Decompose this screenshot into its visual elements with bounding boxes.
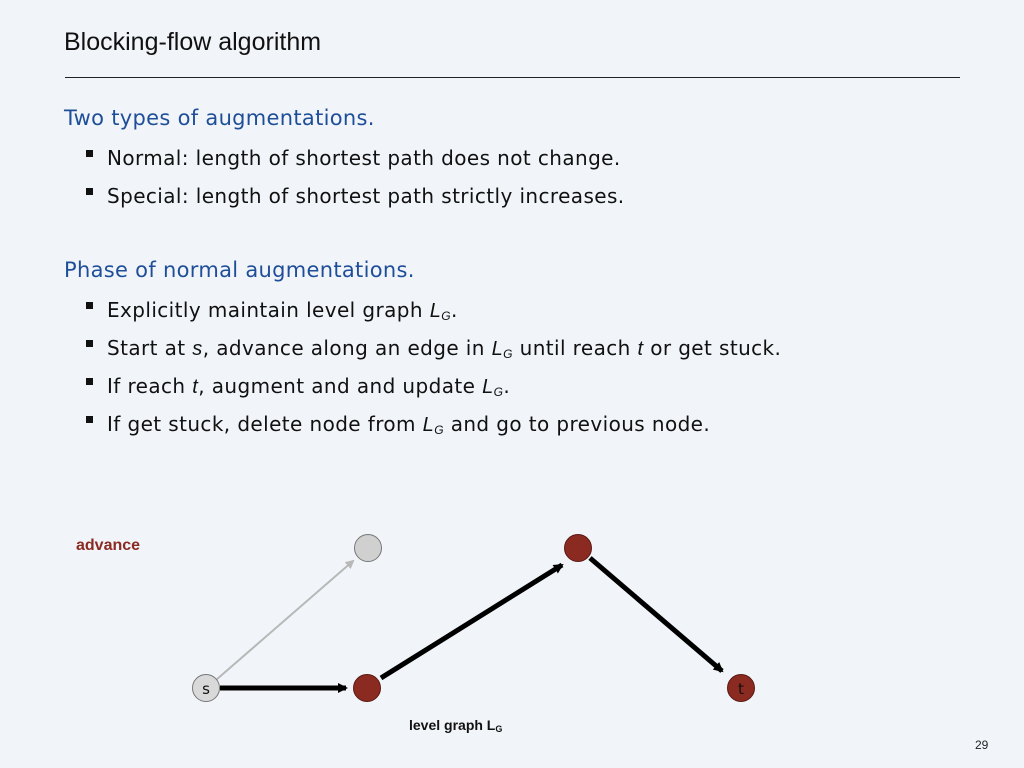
bullet-text: Normal: length of shortest path does not change. [107, 146, 621, 170]
level-graph-symbol: L [422, 414, 435, 436]
source-symbol: s [192, 338, 203, 360]
level-graph-symbol: L [491, 338, 504, 360]
node-dead [355, 535, 382, 562]
edge-v1-to-v2 [381, 565, 562, 678]
bullet-text: Start at [107, 336, 193, 360]
advance-label: advance [76, 537, 141, 554]
bullet-text: Explicitly maintain level graph [107, 298, 430, 322]
bullet-text-end: or get stuck. [643, 336, 782, 360]
level-graph-subscript: G [434, 423, 444, 437]
caption-text: level graph L [409, 717, 496, 733]
bullet-text-mid: , advance along an edge in [202, 336, 492, 360]
sink-symbol: t [192, 376, 199, 398]
edge-s-to-dead-node [216, 561, 353, 680]
section-heading-normal-phase: Phase of normal augmentations. [64, 258, 415, 282]
edge-v2-to-t [590, 558, 722, 671]
section-heading-augmentation-types: Two types of augmentations. [64, 106, 375, 130]
bullet-text: If reach [107, 374, 193, 398]
bullet-text-end: . [503, 374, 511, 398]
level-graph-symbol: L [482, 376, 494, 398]
node-v1 [354, 675, 381, 702]
bullet-text-mid2: until reach [512, 336, 638, 360]
caption-subscript: G [495, 724, 503, 734]
bullet-text-mid: , augment and and update [198, 374, 483, 398]
level-graph-subscript: G [503, 347, 513, 361]
node-v2 [565, 535, 592, 562]
node-t-label: t [738, 680, 744, 698]
level-graph-symbol: L [429, 300, 442, 322]
bullet-text-end: and go to previous node. [443, 412, 711, 436]
node-s-label: s [202, 680, 210, 698]
level-graph-subscript: G [441, 309, 451, 323]
page-number: 29 [975, 738, 989, 752]
level-graph-caption [409, 717, 502, 734]
sink-symbol: t [637, 338, 644, 360]
bullet-text: If get stuck, delete node from [107, 412, 423, 436]
bullet-text: Special: length of shortest path strictly increases. [107, 184, 625, 208]
level-graph-subscript: G [493, 385, 504, 399]
slide-title: Blocking-flow algorithm [64, 28, 322, 56]
bullet-text-end: . [450, 298, 458, 322]
